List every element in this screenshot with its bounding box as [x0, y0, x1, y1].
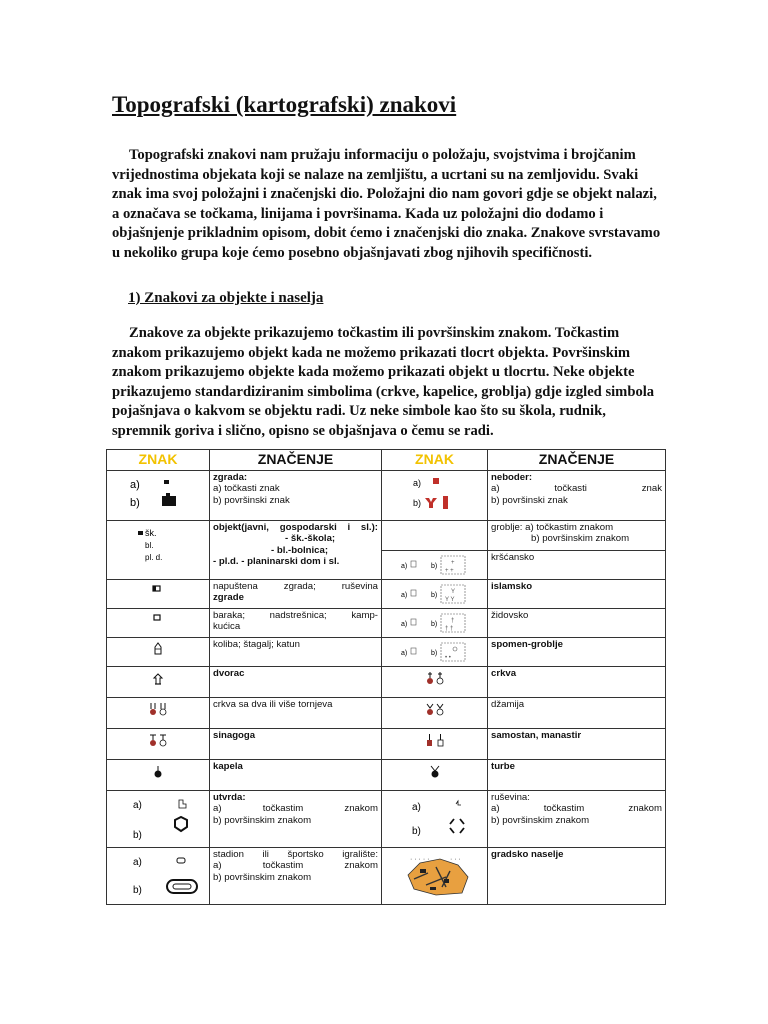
hut-symbol-cell — [107, 638, 210, 667]
crkva-label: crkva — [488, 667, 666, 698]
islamsko-label: islamsko — [488, 580, 666, 609]
synagogue-icon — [133, 730, 183, 750]
empty-cell — [382, 521, 488, 551]
skyscraper-symbol-cell — [382, 471, 488, 521]
stadion-description: stadion ili športsko igralište: a) točkastim znakom b) površinskim znakom — [210, 848, 382, 905]
svg-text:b): b) — [411, 826, 421, 837]
stadium-icon — [113, 849, 203, 903]
svg-text:a): a) — [400, 650, 407, 657]
svg-text:†: † — [450, 618, 454, 624]
turbe-icon — [415, 761, 455, 781]
intro-paragraph: Topografski znakovi nam pružaju informaciju o položaju, svojstvima i brojčanim vrijednostima objekata koji se nalaze na zemljištu, a ucrtani su na zemljovidu. Svaki znak ima svoj položajni i značenjski dio. Položajni dio nam govori gdje se objekt nalazi, a označava se točkama, linijama i površinama. Kada uz položajni dio dodamo i objašnjenje prikladnim opisom, dobit ćemo i značenjski dio znaka. Znakove svrstavamo u nekoliko grupa koje ćemo posebno objašnjavati zbog njihovih specifičnosti. — [112, 147, 661, 261]
svg-text:a): a) — [130, 479, 140, 491]
islamic-cemetery-icon — [395, 581, 475, 607]
christian-cemetery-icon — [395, 552, 475, 578]
chapel-icon — [138, 761, 178, 781]
objekt-description: objekt(javni, gospodarski i sl.): - šk.-škola; - bl.-bolnica; - pl.d. - planinarski dom i sl. — [210, 521, 382, 580]
memorial-cemetery-icon — [395, 639, 475, 665]
building-icon — [118, 472, 198, 512]
baraka-description: baraka; nadstrešnica; kamp- kućica — [210, 609, 382, 638]
zidovsko-label: židovsko — [488, 609, 666, 638]
skyscraper-icon — [395, 472, 475, 512]
svg-text:b): b) — [133, 885, 142, 896]
svg-text:· · · · ·: · · · · · — [409, 856, 429, 863]
svg-text:b): b) — [412, 498, 421, 508]
table-header-row — [107, 450, 666, 471]
table-row — [107, 791, 666, 848]
dvorac-label: dvorac — [210, 667, 382, 698]
svg-text:bl.: bl. — [145, 541, 154, 550]
islamic-cemetery-symbol-cell — [382, 580, 488, 609]
svg-text:† †: † † — [444, 626, 453, 632]
svg-text:a): a) — [411, 802, 421, 813]
svg-text:Y Y: Y Y — [444, 597, 454, 603]
svg-text:· · ·: · · · — [449, 856, 461, 863]
multi-tower-church-symbol-cell — [107, 698, 210, 729]
mosque-icon — [410, 699, 460, 719]
urban-settlement-icon — [390, 849, 480, 903]
public-building-symbol-cell — [107, 521, 210, 580]
col-header-znacenje: ZNAČENJE — [488, 450, 666, 471]
svg-text:b): b) — [430, 563, 437, 570]
table-row — [107, 760, 666, 791]
sinagoga-label: sinagoga — [210, 729, 382, 760]
svg-text:pl. d.: pl. d. — [145, 553, 163, 562]
svg-text:a): a) — [400, 621, 407, 628]
crkva-dva-label: crkva sa dva ili više tornjeva — [210, 698, 382, 729]
ruin-symbol-cell — [382, 791, 488, 848]
svg-text:+: + — [450, 560, 455, 566]
svg-text:b): b) — [430, 621, 437, 628]
samostan-label: samostan, manastir — [488, 729, 666, 760]
monastery-symbol-cell — [382, 729, 488, 760]
ruin-icon — [390, 792, 480, 846]
public-building-icon — [128, 522, 188, 566]
zgrada-description: zgrada: a) točkasti znak b) površinski znak — [210, 471, 382, 521]
napustena-description: napuštena zgrada; ruševina zgrade — [210, 580, 382, 609]
svg-text:a): a) — [400, 563, 407, 570]
table-row — [107, 698, 666, 729]
building-symbol-cell — [107, 471, 210, 521]
multi-tower-church-icon — [133, 699, 183, 719]
signs-table — [106, 449, 666, 905]
rusevina-description: ruševina: a) točkastim znakom b) površinskim znakom — [488, 791, 666, 848]
barrack-icon — [138, 610, 178, 626]
ruin-building-symbol-cell — [107, 580, 210, 609]
ruin-building-icon — [138, 581, 178, 597]
neboder-description: neboder: a) točkasti znak b) površinski znak — [488, 471, 666, 521]
koliba-label: koliba; štagalj; katun — [210, 638, 382, 667]
svg-text:• •: • • — [444, 655, 451, 661]
table-row — [107, 609, 666, 638]
church-symbol-cell — [382, 667, 488, 698]
svg-text:a): a) — [133, 857, 142, 868]
krscansko-label: kršćansko — [488, 551, 666, 580]
svg-text:b): b) — [130, 497, 140, 509]
groblje-description: groblje: a) točkastim znakom b) površinskim znakom — [488, 521, 666, 551]
mosque-symbol-cell — [382, 698, 488, 729]
castle-icon — [138, 668, 178, 688]
synagogue-symbol-cell — [107, 729, 210, 760]
col-header-znak: ZNAK — [382, 450, 488, 471]
stadium-symbol-cell — [107, 848, 210, 905]
barrack-symbol-cell — [107, 609, 210, 638]
svg-text:a): a) — [400, 592, 407, 599]
jewish-cemetery-icon — [395, 610, 475, 636]
spomen-groblje-label: spomen-groblje — [488, 638, 666, 667]
table-row — [107, 667, 666, 698]
col-header-znacenje: ZNAČENJE — [210, 450, 382, 471]
svg-text:a): a) — [133, 800, 142, 811]
table-row — [107, 638, 666, 667]
page-title: Topografski (kartografski) znakovi — [112, 92, 457, 117]
table-row — [107, 580, 666, 609]
section-heading: 1) Znakovi za objekte i naselja — [128, 290, 324, 306]
svg-text:b): b) — [430, 650, 437, 657]
col-header-znak: ZNAK — [107, 450, 210, 471]
svg-text:+ +: + + — [444, 568, 454, 574]
christian-cemetery-symbol-cell — [382, 551, 488, 580]
fortress-icon — [113, 792, 203, 846]
gradsko-naselje-label: gradsko naselje — [488, 848, 666, 905]
chapel-symbol-cell — [107, 760, 210, 791]
jewish-cemetery-symbol-cell — [382, 609, 488, 638]
dzamija-label: džamija — [488, 698, 666, 729]
monastery-icon — [410, 730, 460, 750]
table-row — [107, 521, 666, 551]
turbe-symbol-cell — [382, 760, 488, 791]
section-paragraph: Znakove za objekte prikazujemo točkastim ili površinskim znakom. Točkastim znakom prikazujemo objekt kada ne možemo prikazati tlocrt objekta. Površinskim znakom prikazujemo objekte kada možemo prikazati objekt u tlocrtu. Neke objekte prikazujemo standardiziranim simbolima (crkve, kapelice, groblja) gdje izgled simbola pojašnjava o kakvom se objektu radi. Uz neke simbole kao što su škola, rudnik, spremnik goriva i slično, opisno se objašnjava o čemu se radi. — [112, 325, 655, 439]
turbe-label: turbe — [488, 760, 666, 791]
castle-symbol-cell — [107, 667, 210, 698]
church-icon — [410, 668, 460, 688]
utvrda-description: utvrda: a) točkastim znakom b) površinskim znakom — [210, 791, 382, 848]
table-row — [107, 848, 666, 905]
svg-text:Y: Y — [450, 589, 455, 595]
svg-text:a): a) — [412, 478, 421, 488]
kapela-label: kapela — [210, 760, 382, 791]
fortress-symbol-cell — [107, 791, 210, 848]
svg-text:b): b) — [133, 830, 142, 841]
memorial-cemetery-symbol-cell — [382, 638, 488, 667]
table-row — [107, 471, 666, 521]
svg-text:b): b) — [430, 592, 437, 599]
svg-text:šk.: šk. — [145, 528, 157, 538]
hut-icon — [138, 639, 178, 657]
urban-settlement-symbol-cell — [382, 848, 488, 905]
table-row — [107, 729, 666, 760]
